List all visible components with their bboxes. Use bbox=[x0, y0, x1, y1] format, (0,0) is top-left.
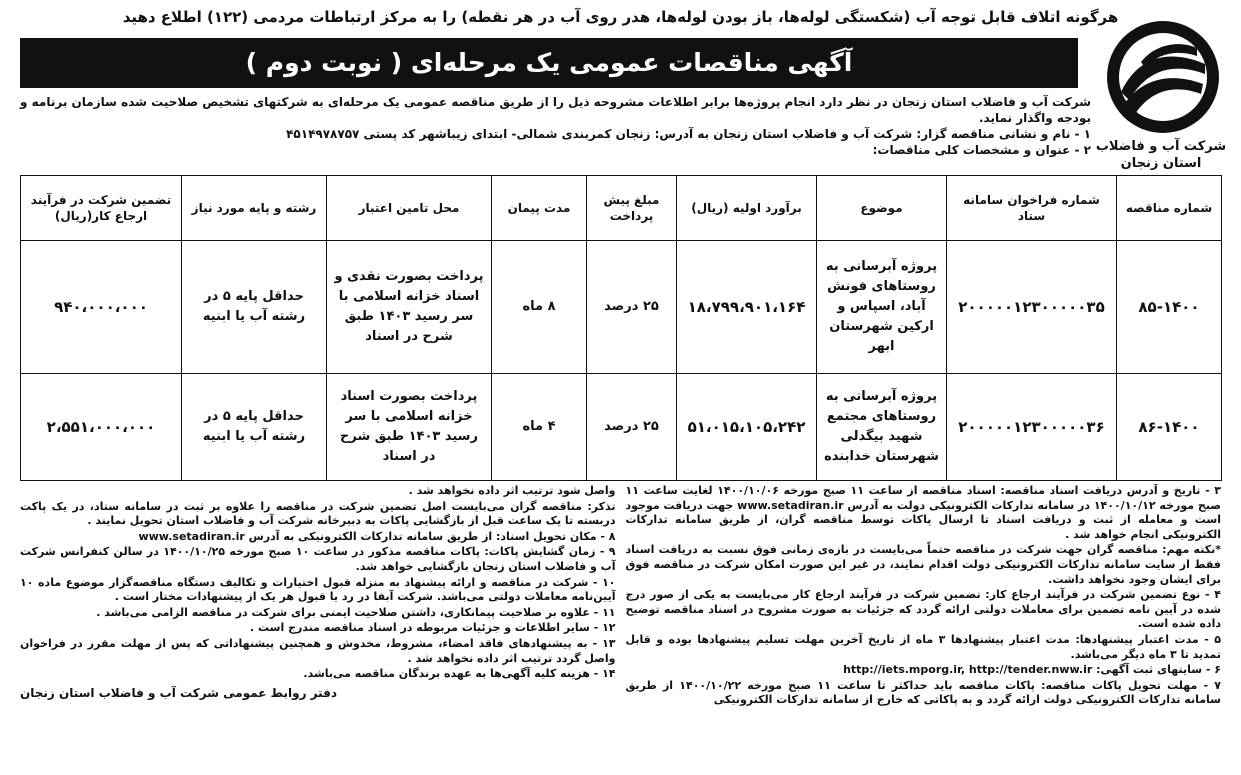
table-row bbox=[21, 373, 1222, 480]
table-header: رشته و پایه مورد نیاز bbox=[182, 176, 327, 241]
condition-item: *نکته مهم: مناقصه گران جهت شرکت در مناقصه حتماً می‌بایست در بازه‌ی زمانی فوق نسبت به دریافت اسناد فقط از سایت سامانه تدارکات الکترونیکی دولت اقدام نمایند، در غیر این صورت امکان شرکت در مناقصه فوق برای ایشان وجود نخواهد داشت. bbox=[625, 543, 1221, 586]
condition-item: تذکر: مناقصه گران می‌بایست اصل تضمین شرکت در مناقصه را علاوه بر ثبت در سامانه ستاد، در یک پاکت دربسته تا یک ساعت قبل از بازگشایی پاکات به دبیرخانه شرکت آب و فاضلاب استان تحویل نمایند . bbox=[20, 499, 616, 528]
conditions-section bbox=[20, 484, 1221, 772]
condition-item: ۱۲ - سایر اطلاعات و جزئیات مربوطه در اسناد مناقصه مندرج است . bbox=[250, 621, 616, 635]
condition-item: ۱۱ - علاوه بر صلاحیت پیمانکاری، داشتن صلاحیت ایمنی برای شرکت در مناقصه الزامی می‌باشد . bbox=[96, 605, 616, 619]
table-row bbox=[21, 241, 1222, 374]
table-header: شماره فراخوان سامانه ستاد bbox=[947, 176, 1117, 241]
table-header: محل تامین اعتبار bbox=[327, 176, 492, 241]
condition-item: ۳ - تاریخ و آدرس دریافت اسناد مناقصه: اسناد مناقصه از ساعت ۱۱ صبح مورخه ۱۴۰۰/۱۰/۰۶ لغایت ساعت ۱۱ صبح مورخه ۱۴۰۰/۱۰/۱۲ در سامانه تدارکات الکترونیکی دولت به آدرس www.setadiran.ir جهت دریافت موجود است و معامله از ثبت و دریافت اسناد تا ارسال پاکات توسط مناقصه گران، از طریق سامانه تدارکات الکترونیکی انجام خواهد شد . bbox=[625, 484, 1221, 541]
table-cell: ۸۶-۱۴۰۰ bbox=[1117, 373, 1222, 480]
table-header-row bbox=[21, 176, 1222, 241]
conditions-column-right bbox=[626, 484, 1222, 772]
condition-item: ۵ - مدت اعتبار پیشنهادها: مدت اعتبار پیشنهادها ۳ ماه از تاریخ آخرین مهلت تسلیم پیشنهادها بوده و قابل تمدید تا ۳ ماه دیگر می‌باشد. bbox=[625, 632, 1221, 661]
table-cell: ۲۰۰۰۰۰۱۲۳۰۰۰۰۰۳۶ bbox=[947, 373, 1117, 480]
table-header: تضمین شرکت در فرآیند ارجاع کار(ریال) bbox=[21, 176, 182, 241]
tenders-table bbox=[20, 175, 1222, 481]
company-name: شرکت آب و فاضلاب استان زنجان bbox=[1095, 139, 1227, 171]
condition-item: ۶ - سایتهای ثبت آگهی: http://iets.mporg.ir, http://tender.nww.ir bbox=[843, 663, 1221, 677]
table-cell: حداقل پایه ۵ در رشته آب یا ابنیه bbox=[182, 241, 327, 374]
table-cell: ۹۴۰،۰۰۰،۰۰۰ bbox=[21, 241, 182, 374]
table-cell: ۲۵ درصد bbox=[587, 241, 677, 374]
table-cell: ۸ ماه bbox=[492, 241, 587, 374]
condition-item: ۱۰ - شرکت در مناقصه و ارائه پیشنهاد به منزله قبول اختیارات و تکالیف دستگاه مناقصه‌گزار موضوع ماده ۱۰ آیین‌نامه معاملات دولتی می‌باشد. شرکت آبفا در رد یا قبول هر یک از پیشنهادات مختار است . bbox=[20, 575, 616, 604]
table-cell: پرداخت بصورت اسناد خزانه اسلامی با سر رسید ۱۴۰۳ طبق شرح در اسناد bbox=[327, 373, 492, 480]
intro-paragraph: ۲ - عنوان و مشخصات کلی مناقصات: bbox=[872, 143, 1091, 157]
condition-item: ۹ - زمان گشایش پاکات: پاکات مناقصه مذکور در ساعت ۱۰ صبح مورخه ۱۴۰۰/۱۰/۲۵ در سالن کنفرانس شرکت آب و فاضلاب استان زنجان بازگشایی خواهد شد. bbox=[20, 545, 616, 573]
table-cell: پروژه آبرسانی به روستاهای مجتمع شهید بیگدلی شهرستان خدابنده bbox=[817, 373, 947, 480]
table-cell: ۴ ماه bbox=[492, 373, 587, 480]
condition-item: ۸ - مکان تحویل اسناد: از طریق سامانه تدارکات الکترونیکی به آدرس www.setadiran.ir bbox=[138, 529, 616, 543]
table-header: موضوع bbox=[817, 176, 947, 241]
table-header: مدت پیمان bbox=[492, 176, 587, 241]
table-cell: پروژه آبرسانی به روستاهای فونش آباد، اسپاس و ارکین شهرستان ابهر bbox=[817, 241, 947, 374]
table-cell: حداقل پایه ۵ در رشته آب یا ابنیه bbox=[182, 373, 327, 480]
signature: دفتر روابط عمومی شرکت آب و فاضلاب استان زنجان bbox=[20, 685, 338, 700]
page-title: آگهی مناقصات عمومی یک مرحله‌ای ( نوبت دوم ) bbox=[20, 38, 1078, 88]
condition-item: ۴ - نوع تضمین شرکت در فرآیند ارجاع کار: تضمین شرکت در فرآیند ارجاع کار می‌بایست به یکی از صور درج شده در آیین نامه تضمین برای معاملات دولتی ارائه گردد که جزئیات به صورت مشروح در اسناد مناقصه توضیح داده شده است. bbox=[625, 588, 1221, 631]
table-cell: ۲۰۰۰۰۰۱۲۳۰۰۰۰۰۳۵ bbox=[947, 241, 1117, 374]
intro-paragraph: شرکت آب و فاضلاب استان زنجان در نظر دارد انجام پروژه‌ها برابر اطلاعات مشروحه ذیل را از طریق مناقصه عمومی یک مرحله‌ای به شرکتهای تشخیص صلاحیت شده سازمان برنامه و بودجه واگذار نماید. bbox=[20, 95, 1091, 125]
table-header: مبلغ پیش پرداخت bbox=[587, 176, 677, 241]
water-waste-notice: هرگونه اتلاف قابل توجه آب (شکستگی لوله‌ها، باز بودن لوله‌ها، هدر روی آب در هر نقطه) را به مرکز ارتباطات مردمی (۱۲۲) اطلاع دهید bbox=[122, 8, 1119, 26]
water-company-logo-icon bbox=[1097, 18, 1229, 136]
table-cell: ۱۸،۷۹۹،۹۰۱،۱۶۴ bbox=[677, 241, 817, 374]
intro-text bbox=[20, 94, 1091, 158]
table-cell: ۵۱،۰۱۵،۱۰۵،۲۴۲ bbox=[677, 373, 817, 480]
condition-item: واصل شود ترتیب اثر داده نخواهد شد . bbox=[408, 484, 616, 497]
condition-item: ۱۴ - هزینه کلیه آگهی‌ها به عهده برندگان مناقصه می‌باشد. bbox=[303, 667, 616, 681]
conditions-column-left bbox=[20, 484, 616, 772]
table-cell: ۸۵-۱۴۰۰ bbox=[1117, 241, 1222, 374]
table-header: برآورد اولیه (ریال) bbox=[677, 176, 817, 241]
condition-item: ۷ - مهلت تحویل پاکات مناقصه: پاکات مناقصه باید حداکثر تا ساعت ۱۱ صبح مورخه ۱۴۰۰/۱۰/۲۲ از طریق سامانه تدارکات الکترونیکی دولت ارائه گردد و به پاکاتی که خارج از سامانه تدارکات الکترونیکی bbox=[625, 678, 1221, 707]
table-cell: ۲۵ درصد bbox=[587, 373, 677, 480]
table-cell: پرداخت بصورت نقدی و اسناد خزانه اسلامی با سر رسید ۱۴۰۳ طبق شرح در اسناد bbox=[327, 241, 492, 374]
table-header: شماره مناقصه bbox=[1117, 176, 1222, 241]
table-cell: ۲،۵۵۱،۰۰۰،۰۰۰ bbox=[21, 373, 182, 480]
condition-item: ۱۳ - به پیشنهادهای فاقد امضاء، مشروط، مخدوش و همچنین پیشنهاداتی که پس از مهلت مقرر در فراخوان واصل گردد ترتیب اثر داده نخواهد شد . bbox=[20, 636, 616, 665]
intro-paragraph: ۱ - نام و نشانی مناقصه گزار: شرکت آب و فاضلاب استان زنجان به آدرس: زنجان کمربندی شمالی- ابتدای زیباشهر کد پستی ۴۵۱۴۹۷۸۷۵۷ bbox=[286, 127, 1091, 141]
